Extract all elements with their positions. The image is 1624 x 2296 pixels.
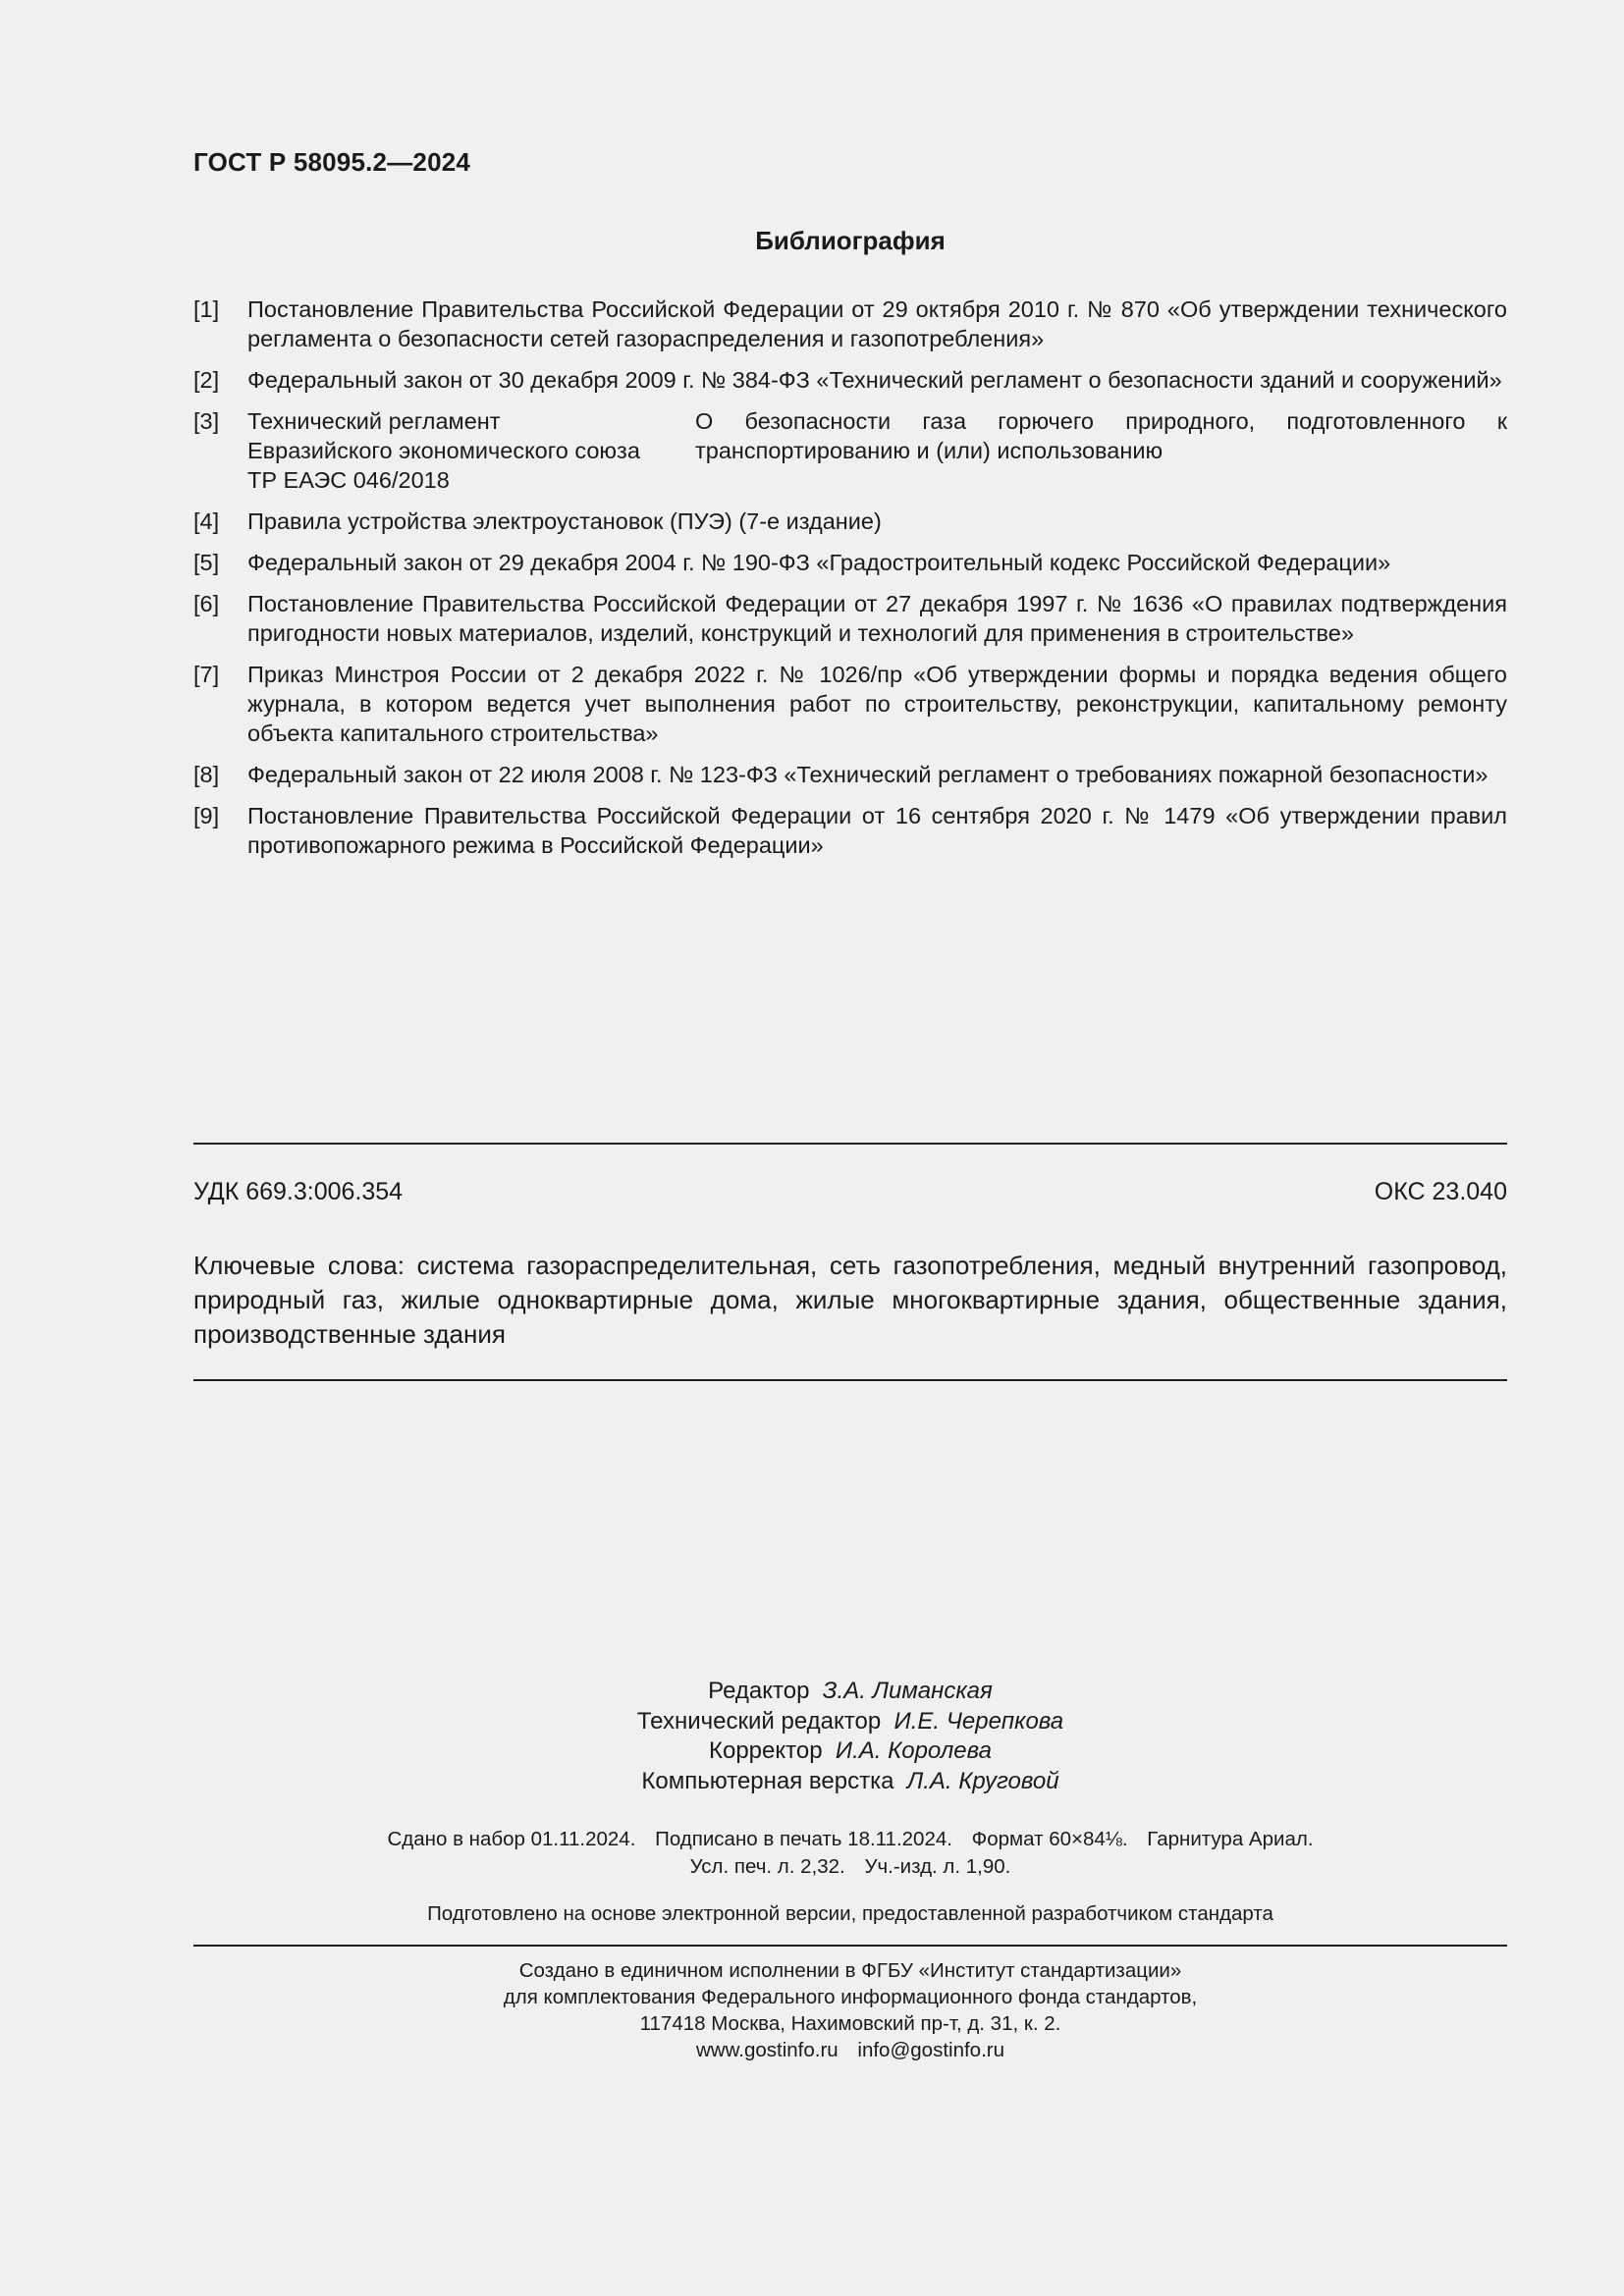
- entry-type-line: ТР ЕАЭС 046/2018: [247, 467, 450, 493]
- bibliography-entry: [193, 660, 1507, 748]
- publisher-website-link[interactable]: www.gostinfo.ru: [696, 2039, 839, 2061]
- imprint-line: [193, 1826, 1507, 1853]
- divider-publisher: [193, 1945, 1507, 1947]
- bibliography-entry: [193, 507, 1507, 536]
- publisher-line: 117418 Москва, Нахимовский пр-т, д. 31, к. 2.: [639, 2012, 1061, 2035]
- entry-number: [4]: [193, 508, 220, 534]
- bibliography-entry: [193, 365, 1507, 395]
- entry-text: Правила устройства электроустановок (ПУЭ) (7-е издание): [247, 508, 882, 534]
- keywords: Ключевые слова: система газораспределительная, сеть газопотребления, медный внутренний газопровод, природный газ, жилые одноквартирные дома, жилые многоквартирные здания, общественные здания, производственные здания: [193, 1251, 1507, 1349]
- bibliography-entry: [193, 589, 1507, 648]
- entry-type-line: Технический регламент: [247, 408, 501, 434]
- document-code: ГОСТ Р 58095.2—2024: [193, 147, 471, 177]
- divider-bottom: [193, 1379, 1507, 1381]
- imprint-publ-sheets: Уч.-изд. л. 1,90.: [864, 1855, 1011, 1878]
- entry-document-title: О безопасности газа горючего природного, подготовленного к транспортированию и (или) использованию: [695, 408, 1507, 463]
- publisher-line: Создано в единичном исполнении в ФГБУ «Институт стандартизации»: [518, 1959, 1182, 1982]
- entry-number: [1]: [193, 296, 220, 322]
- bibliography-title: Библиография: [755, 226, 946, 255]
- credit-role: Компьютерная верстка: [641, 1767, 894, 1794]
- credit-person: З.А. Лиманская: [822, 1678, 993, 1704]
- credits-block: [193, 1677, 1507, 1796]
- entry-number: [5]: [193, 550, 220, 575]
- entry-number: [9]: [193, 803, 220, 828]
- bibliography-entry: [193, 760, 1507, 789]
- entry-number: [8]: [193, 762, 220, 787]
- classification-row: [193, 1178, 1507, 1206]
- imprint-format: Формат 60×84⅛.: [971, 1828, 1128, 1850]
- credit-line: [193, 1767, 1507, 1797]
- udk-code: УДК 669.3:006.354: [193, 1178, 404, 1205]
- entry-number: [3]: [193, 408, 220, 434]
- credit-role: Редактор: [708, 1678, 810, 1704]
- credit-role: Корректор: [709, 1737, 823, 1764]
- publisher-block: [193, 1957, 1507, 2063]
- credit-role: Технический редактор: [636, 1707, 882, 1735]
- entry-text: Постановление Правительства Российской Федерации от 27 декабря 1997 г. № 1636 «О правилах подтверждения пригодности новых материалов, изделий, конструкций и технологий для применения в строительстве»: [247, 591, 1507, 646]
- entry-text: Постановление Правительства Российской Федерации от 16 сентября 2020 г. № 1479 «Об утверждении правил противопожарного режима в Российской Федерации»: [247, 803, 1507, 858]
- prepared-note: Подготовлено на основе электронной версии, предоставленной разработчиком стандарта: [427, 1902, 1273, 1925]
- credit-person: И.А. Королева: [835, 1737, 992, 1764]
- bibliography-entry: [193, 406, 1507, 495]
- bibliography-list: [193, 294, 1507, 872]
- publisher-contacts: [193, 2037, 1507, 2063]
- credit-line: [193, 1677, 1507, 1707]
- imprint-signed: Подписано в печать 18.11.2024.: [655, 1828, 952, 1850]
- entry-number: [2]: [193, 367, 220, 393]
- entry-number: [6]: [193, 591, 220, 616]
- entry-document-type: [247, 406, 695, 495]
- entry-text: Постановление Правительства Российской Федерации от 29 октября 2010 г. № 870 «Об утверждении технического регламента о безопасности сетей газораспределения и газопотребления»: [247, 296, 1507, 351]
- bibliography-entry: [193, 801, 1507, 860]
- credit-person: Л.А. Круговой: [906, 1767, 1059, 1794]
- entry-type-line: Евразийского экономического союза: [247, 438, 640, 463]
- publisher-line: для комплектования Федерального информационного фонда стандартов,: [503, 1986, 1198, 2008]
- credit-line: [193, 1736, 1507, 1767]
- imprint-line: [193, 1853, 1507, 1881]
- credit-person: И.Е. Черепкова: [893, 1707, 1064, 1735]
- imprint-submitted: Сдано в набор 01.11.2024.: [387, 1828, 636, 1850]
- oks-code: ОКС 23.040: [1374, 1178, 1507, 1205]
- bibliography-entry: [193, 548, 1507, 577]
- imprint-block: [193, 1826, 1507, 1881]
- bibliography-entry: [193, 294, 1507, 353]
- credit-line: [193, 1707, 1507, 1737]
- imprint-typeface: Гарнитура Ариал.: [1147, 1828, 1314, 1850]
- publisher-email-link[interactable]: info@gostinfo.ru: [857, 2039, 1004, 2061]
- entry-text: Федеральный закон от 29 декабря 2004 г. № 190-ФЗ «Градостроительный кодекс Российской Федерации»: [247, 550, 1391, 575]
- imprint-print-sheets: Усл. печ. л. 2,32.: [689, 1855, 845, 1878]
- entry-two-column: [247, 406, 1507, 495]
- divider-top: [193, 1143, 1507, 1145]
- entry-text: Федеральный закон от 22 июля 2008 г. № 123-ФЗ «Технический регламент о требованиях пожарной безопасности»: [247, 762, 1489, 787]
- entry-text: Федеральный закон от 30 декабря 2009 г. № 384-ФЗ «Технический регламент о безопасности зданий и сооружений»: [247, 367, 1502, 393]
- entry-number: [7]: [193, 662, 220, 687]
- entry-text: Приказ Минстроя России от 2 декабря 2022 г. № 1026/пр «Об утверждении формы и порядка ведения общего журнала, в котором ведется учет выполнения работ по строительству, реконструкции, капитальному ремонту объекта капитального строительства»: [247, 662, 1507, 746]
